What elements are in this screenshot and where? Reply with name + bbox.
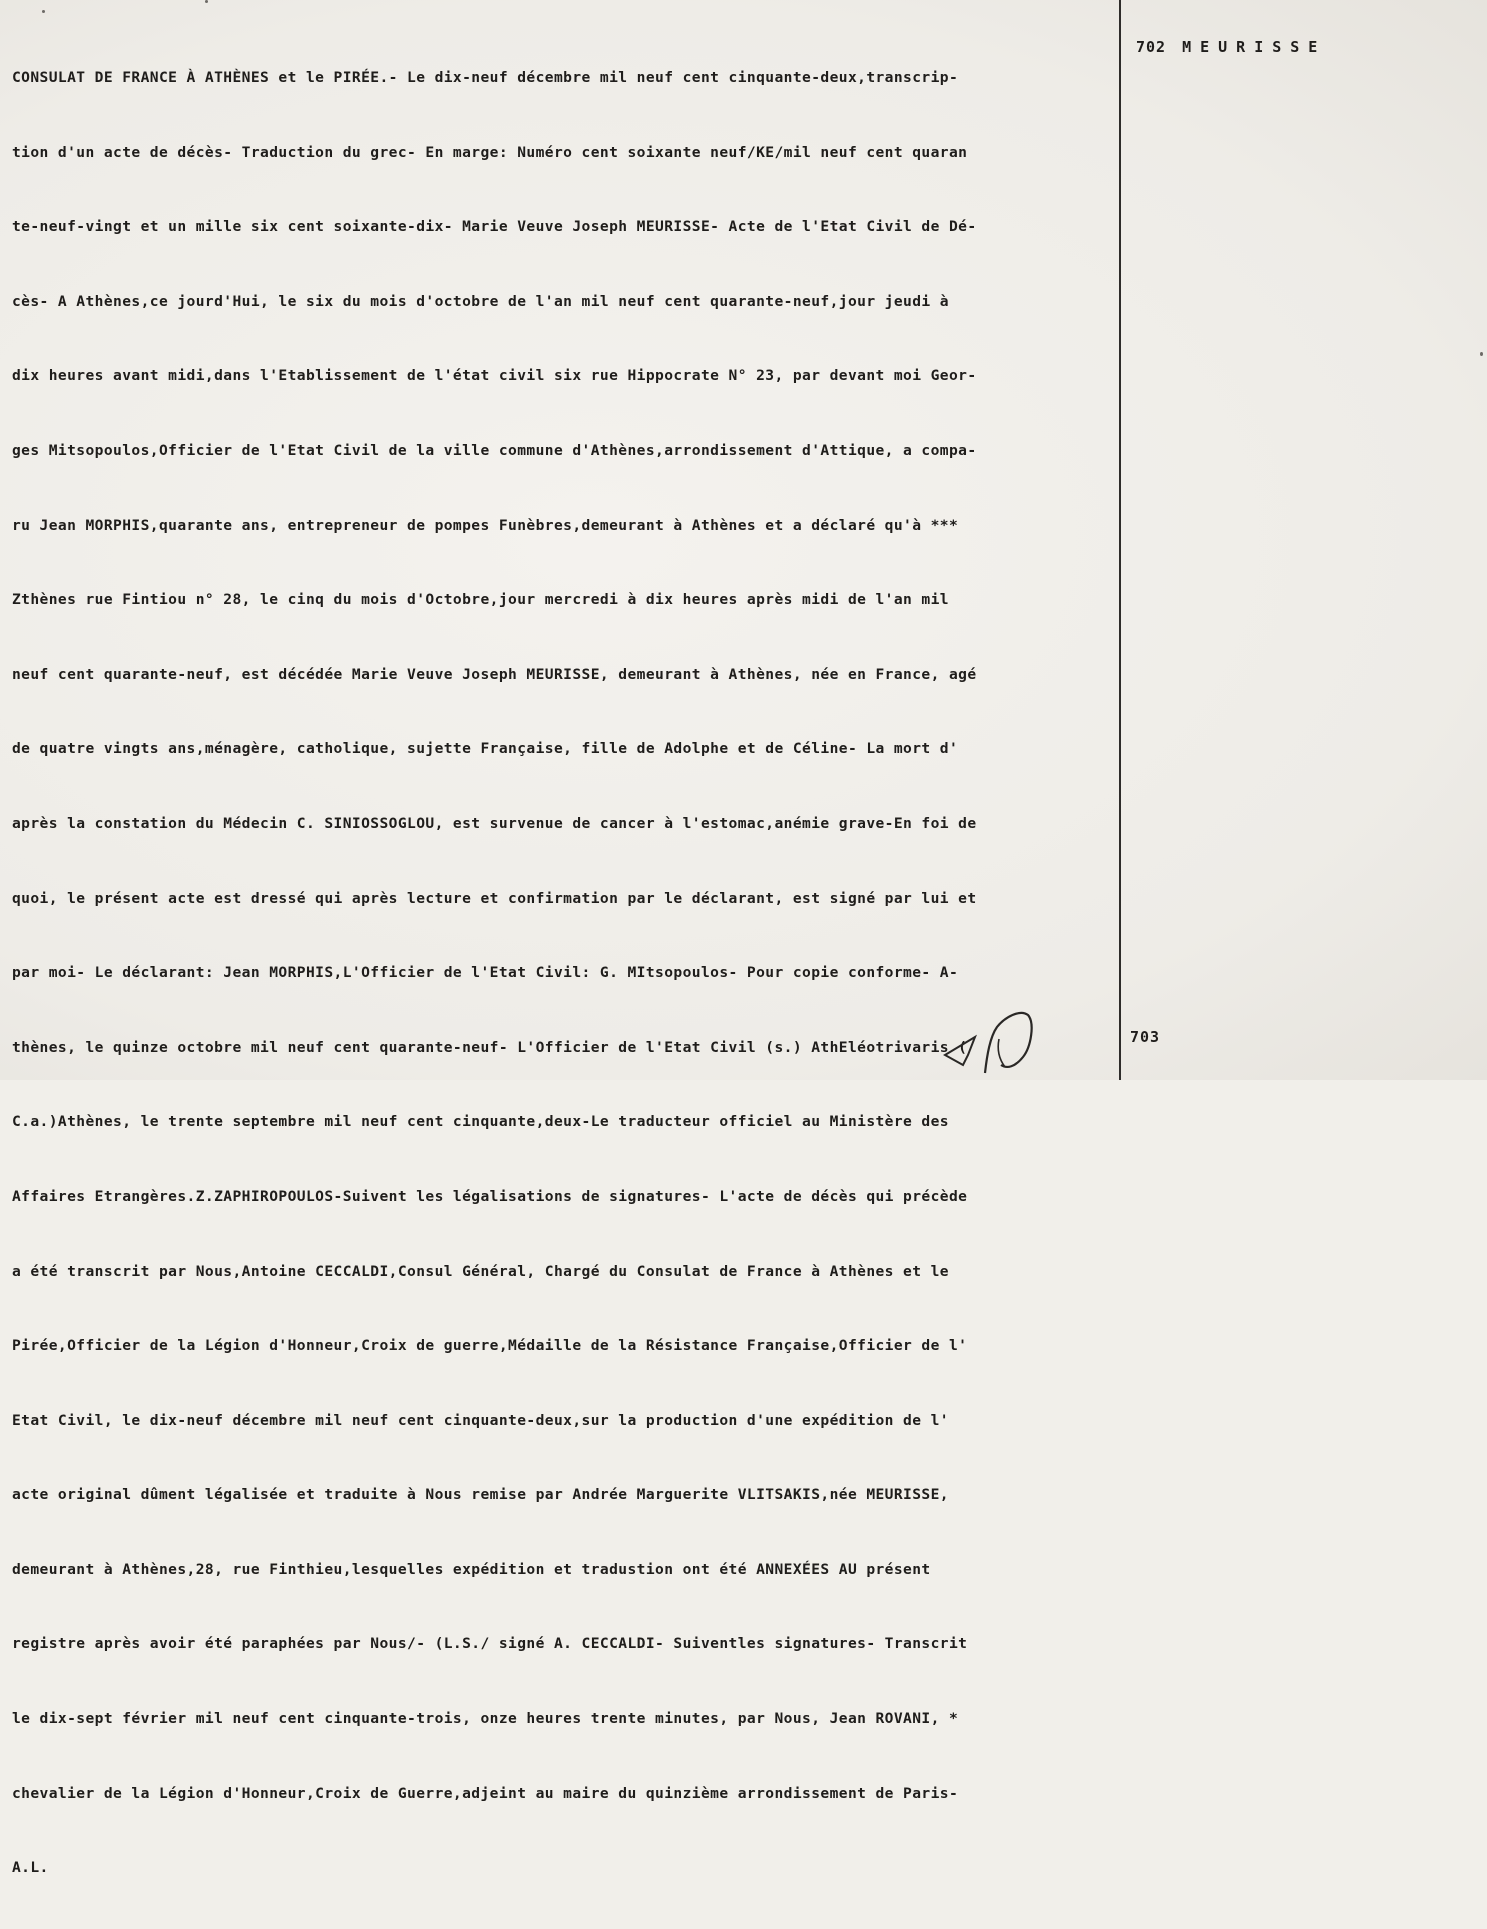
next-entry-number: 703 xyxy=(1130,1028,1161,1046)
paper-speck xyxy=(205,0,208,3)
text-line-9: neuf cent quarante-neuf, est décédée Marie Veuve Joseph MEURISSE, demeurant à Athènes, née en France, agé xyxy=(12,665,977,683)
text-line-13: par moi- Le déclarant: Jean MORPHIS,L'Officier de l'Etat Civil: G. MItsopoulos- Pour copie conforme- A- xyxy=(12,964,959,982)
text-line-3: te-neuf-vingt et un mille six cent soixante-dix- Marie Veuve Joseph MEURISSE- Acte de l'Etat Civil de Dé- xyxy=(12,218,977,236)
text-line-6: ges Mitsopoulos,Officier de l'Etat Civil de la ville commune d'Athènes,arrondissement d'Attique, a compa- xyxy=(12,441,977,459)
entry-number: 702 xyxy=(1136,38,1167,56)
handwritten-paraph-mark xyxy=(935,995,1045,1080)
text-line-14: thènes, le quinze octobre mil neuf cent quarante-neuf- L'Officier de l'Etat Civil (s.) AthEléotrivaris ( xyxy=(12,1038,968,1056)
paper-speck xyxy=(1480,352,1483,356)
text-line-7: ru Jean MORPHIS,quarante ans, entrepreneur de pompes Funèbres,demeurant à Athènes et a déclaré qu'à *** xyxy=(12,516,959,534)
text-line-21: demeurant à Athènes,28, rue Finthieu,lesquelles expédition et tradustion ont été ANNEXÉES AU présent xyxy=(12,1560,931,1578)
text-line-20: acte original dûment légalisée et traduite à Nous remise par Andrée Marguerite VLITSAKIS,née MEURISSE, xyxy=(12,1486,949,1504)
entry-name: MEURISSE xyxy=(1182,38,1327,56)
text-line-2: tion d'un acte de décès- Traduction du grec- En marge: Numéro cent soixante neuf/KE/mil neuf cent quaran xyxy=(12,143,968,161)
text-line-4: cès- A Athènes,ce jourd'Hui, le six du mois d'octobre de l'an mil neuf cent quarante-neuf,jour jeudi à xyxy=(12,292,949,310)
paper-speck xyxy=(42,10,45,13)
transcription-text xyxy=(12,30,1117,1929)
text-line-24: chevalier de la Légion d'Honneur,Croix de Guerre,adjeint au maire du quinzième arrondissement de Paris- xyxy=(12,1784,959,1802)
text-line-11: après la constation du Médecin C. SINIOSSOGLOU, est survenue de cancer à l'estomac,anémie grave-En foi de xyxy=(12,814,977,832)
text-line-10: de quatre vingts ans,ménagère, catholique, sujette Française, fille de Adolphe et de Céline- La mort d' xyxy=(12,740,959,758)
text-line-22: registre après avoir été paraphées par Nous/- (L.S./ signé A. CECCALDI- Suiventles signatures- Transcrit xyxy=(12,1635,968,1653)
text-line-1: CONSULAT DE FRANCE À ATHÈNES et le PIRÉE.- Le dix-neuf décembre mil neuf cent cinquante-deux,transcrip- xyxy=(12,69,959,86)
margin-entry-heading xyxy=(1136,38,1326,56)
text-line-12: quoi, le présent acte est dressé qui après lecture et confirmation par le déclarant, est signé par lui et xyxy=(12,889,977,907)
text-line-5: dix heures avant midi,dans l'Etablissement de l'état civil six rue Hippocrate N° 23, par devant moi Geor- xyxy=(12,367,977,385)
text-line-25: A.L. xyxy=(12,1859,49,1877)
text-line-17: a été transcrit par Nous,Antoine CECCALDI,Consul Général, Chargé du Consulat de France à Athènes et le xyxy=(12,1262,949,1280)
text-line-23: le dix-sept février mil neuf cent cinquante-trois, onze heures trente minutes, par Nous, Jean ROVANI, * xyxy=(12,1710,959,1728)
text-line-19: Etat Civil, le dix-neuf décembre mil neuf cent cinquante-deux,sur la production d'une expédition de l' xyxy=(12,1411,949,1429)
margin-divider xyxy=(1119,0,1121,1080)
text-line-8: Zthènes rue Fintiou n° 28, le cinq du mois d'Octobre,jour mercredi à dix heures après midi de l'an mil xyxy=(12,591,949,609)
text-line-15: C.a.)Athènes, le trente septembre mil neuf cent cinquante,deux-Le traducteur officiel au Ministère des xyxy=(12,1113,949,1131)
text-line-16: Affaires Etrangères.Z.ZAPHIROPOULOS-Suivent les légalisations de signatures- L'acte de décès qui précède xyxy=(12,1187,968,1205)
text-line-18: Pirée,Officier de la Légion d'Honneur,Croix de guerre,Médaille de la Résistance Française,Officier de l' xyxy=(12,1337,968,1355)
